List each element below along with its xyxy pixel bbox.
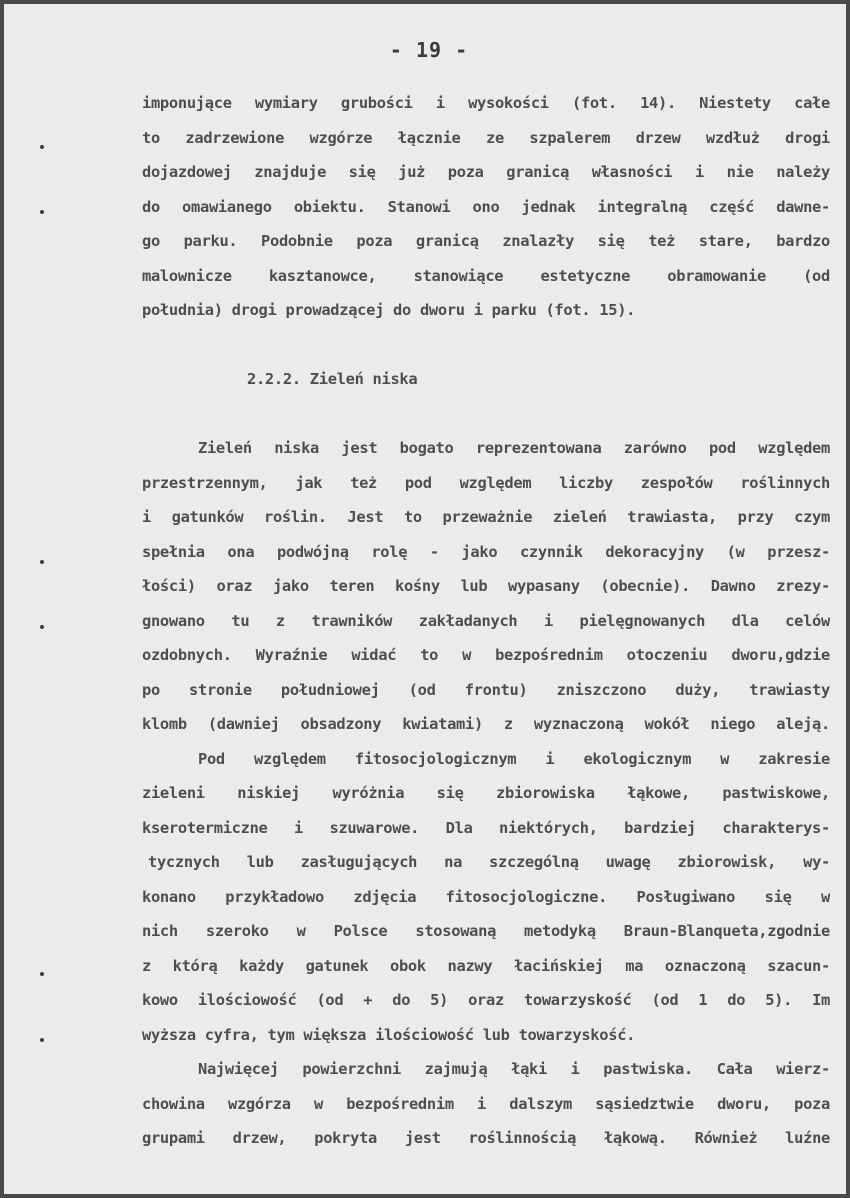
text-line: łości) oraz jako teren kośny lub wypasany (obecnie). Dawno zrezy- [142,577,830,595]
section-heading: 2.2.2. Zieleń niska [247,370,418,388]
text-line: kserotermiczne i szuwarowe. Dla niektórych, bardziej charakterys- [142,818,830,837]
text-line: ozdobnych. Wyraźnie widać to w bezpośrednim otoczeniu dworu,gdzie [142,646,830,664]
margin-mark [40,972,44,976]
text-line: chowina wzgórza w bezpośrednim i dalszym sąsiedztwie dworu, poza [142,1094,830,1113]
margin-mark [40,1038,44,1042]
text-line: go parku. Podobnie poza granicą znalazły się też stare, bardzo [142,232,830,250]
text-line: i gatunków roślin. Jest to przeważnie zieleń trawiasta, przy czym [142,508,830,526]
page-number: - 19 - [389,38,469,62]
blank-line [142,397,830,432]
text-line: Zieleń niska jest bogato reprezentowana zarówno pod względem [198,439,830,457]
text-line: tycznych lub zasługujących na szczególną uwagę zbiorowisk, wy- [148,853,830,871]
margin-mark [40,210,44,214]
text-line: malownicze kasztanowce, stanowiące estetyczne obramowanie (od [142,266,830,285]
text-line: nich szeroko w Polsce stosowaną metodyką Braun-Blanqueta,zgodnie [142,922,830,940]
text-line: zieleni niskiej wyróżnia się zbiorowiska łąkowe, pastwiskowe, [142,784,830,802]
text-line: dojazdowej znajduje się już poza granicą własności i nie należy [142,163,830,181]
text-line: klomb (dawniej obsadzony kwiatami) z wyznaczoną wokół niego aleją. [142,715,830,733]
text-line: po stronie południowej (od frontu) zniszczono duży, trawiasty [142,680,830,699]
text-line: grupami drzew, pokryta jest roślinnością łąkową. Również luźne [142,1129,830,1147]
margin-mark [40,625,44,629]
blank-line [142,328,830,363]
text-line: do omawianego obiektu. Stanowi ono jednak integralną część dawne- [142,197,830,216]
text-line: wyższa cyfra, tym większa ilościowość lub towarzyskość. [142,1025,636,1044]
margin-mark [40,145,44,149]
margin-mark [40,560,44,564]
text-line: to zadrzewione wzgórze łącznie ze szpalerem drzew wzdłuż drogi [142,128,830,147]
text-line: południa) drogi prowadzącej do dworu i parku (fot. 15). [142,301,636,319]
text-line: przestrzennym, jak też pod względem liczby zespołów roślinnych [142,473,830,492]
text-line: z którą każdy gatunek obok nazwy łacińskiej ma oznaczoną szacun- [142,956,830,975]
text-line: kowo ilościowość (od + do 5) oraz towarzyskość (od 1 do 5). Im [142,991,830,1009]
text-line: spełnia ona podwójną rolę - jako czynnik dekoracyjny (w przesz- [142,542,830,561]
text-line: konano przykładowo zdjęcia fitosocjologiczne. Posługiwano się w [142,887,830,906]
text-line: Najwięcej powierzchni zajmują łąki i pastwiska. Cała wierz- [198,1060,830,1078]
text-line: gnowano tu z trawników zakładanych i pielęgnowanych dla celów [142,611,830,630]
text-line: imponujące wymiary grubości i wysokości (fot. 14). Niestety całe [142,94,830,112]
text-line: Pod względem fitosocjologicznym i ekologicznym w zakresie [198,749,830,768]
body-text [142,86,830,1156]
